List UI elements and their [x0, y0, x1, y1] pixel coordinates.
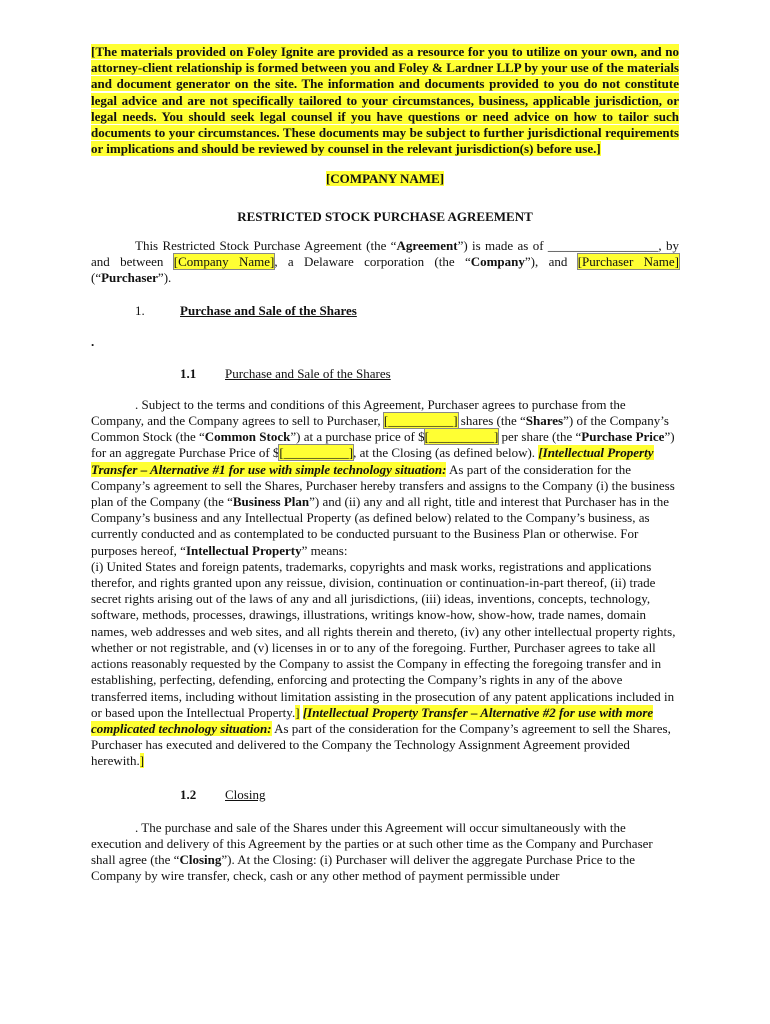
section-number: 1.1	[180, 365, 197, 381]
company-name-field[interactable]: [Company Name]	[173, 254, 275, 270]
document-page	[91, 44, 679, 885]
company-name-placeholder: [COMPANY NAME]	[325, 171, 445, 187]
section-title: Closing	[225, 786, 266, 802]
alternative-2-label: [Intellectual Property Transfer – Alternative #2 for use with more complicated technology situation:	[91, 704, 654, 736]
purchaser-name-field[interactable]: [Purchaser Name]	[577, 254, 679, 270]
alternative-1-label: [Intellectual Property Transfer – Alternative #1 for use with simple technology situation:	[91, 445, 654, 477]
section-1-1-heading	[91, 366, 679, 382]
section-1-1-body: . Subject to the terms and conditions of this Agreement, Purchaser agrees to purchase from the Company, and the Company agrees to sell to Purchaser, [__________] shares (the “Shares”) of the Company’s Common Stock (the “Common Stock”) at a purchase price of $[__________] per share (the “Purchase Price”) for an aggregate Purchase Price of $[__________], at the Closing (as defined below). [Intellectual Property Transfer – Alternative #1 for use with simple technology situation: As part of the consideration for the Company’s agreement to sell the Shares, Purchaser hereby transfers and assigns to the Company (i) the business plan of the Company (the “Business Plan”) and (ii) any and all right, title and interest that Purchaser has in the Company’s business and any Intellectual Property (as defined below) related to the Company’s business, as currently conducted and as contemplated to be conducted pursuant to the Business Plan or otherwise. For purposes hereof, “Intellectual Property” means: (i) United States and foreign patents, trademarks, copyrights and mask works, registrations and applications therefor, and rights granted upon any reissue, division, continuation or continuation-in-part thereof, (ii) trade secret rights arising out of the laws of any and all jurisdictions, (iii) ideas, inventions, concepts, technology, software, methods, processes, drawings, illustrations, writings know-how, show-how, trade names, domain names, web addresses and web sites, and all rights therein and thereto, (iv) any other intellectual property rights, whether or not registrable, and (v) licenses in or to any of the foregoing. Further, Purchaser agrees to take all actions reasonably requested by the Company to assist the Company in effecting the foregoing transfer and in establishing, perfecting, defending, enforcing and protecting the Company’s rights in any of the above transferred items, including without limitation assisting in the prosecution of any patent applications included in or based upon the Intellectual Property.] [Intellectual Property Transfer – Alternative #2 for use with more complicated technology situation: As part of the consideration for the Company’s agreement to sell the Shares, Purchaser has executed and delivered to the Company the Technology Assignment Agreement provided herewith.]	[91, 396, 676, 769]
aggregate-price-field[interactable]: [__________]	[279, 445, 354, 461]
section-number: 1.	[135, 303, 145, 319]
section-1-2-body: . The purchase and sale of the Shares under this Agreement will occur simultaneously with the execution and delivery of this Agreement by the parties or at such other time as the Company and Purchaser shall agree (the “Closing”). At the Closing: (i) Purchaser will deliver the aggregate Purchase Price to the Company by wire transfer, check, cash or any other method of payment permissible under	[91, 819, 653, 884]
disclaimer-paragraph	[91, 44, 679, 157]
section-title: Purchase and Sale of the Shares	[225, 365, 391, 381]
section-title: Purchase and Sale of the Shares	[180, 303, 357, 319]
section-1-2-heading	[91, 787, 679, 803]
stray-period: .	[91, 333, 95, 349]
section-1-heading	[91, 303, 679, 319]
price-per-share-field[interactable]: [__________]	[424, 429, 499, 445]
intro-paragraph: This Restricted Stock Purchase Agreement (the “Agreement”) is made as of _________________, by and between [Company Name], a Delaware corporation (the “Company”), and [Purchaser Name] (“Purchaser”).	[91, 237, 679, 286]
section-number: 1.2	[180, 786, 197, 802]
disclaimer-text: [The materials provided on Foley Ignite are provided as a resource for you to utilize on your own, and no attorney-client relationship is formed between you and Foley & Lardner LLP by your use of the materials and document generator on the site. The information and documents provided to you do not constitute legal advice and are not specifically tailored to your circumstances, business, applicable jurisdiction, or legal needs. You should seek legal counsel if you have questions or need advice on how to tailor such documents to your circumstances. These documents may be subject to further jurisdictional requirements or implications and should be reviewed by counsel in the relevant jurisdiction(s) before use.]	[91, 44, 679, 157]
shares-field[interactable]: [__________]	[383, 413, 458, 429]
document-title: RESTRICTED STOCK PURCHASE AGREEMENT	[237, 208, 533, 224]
